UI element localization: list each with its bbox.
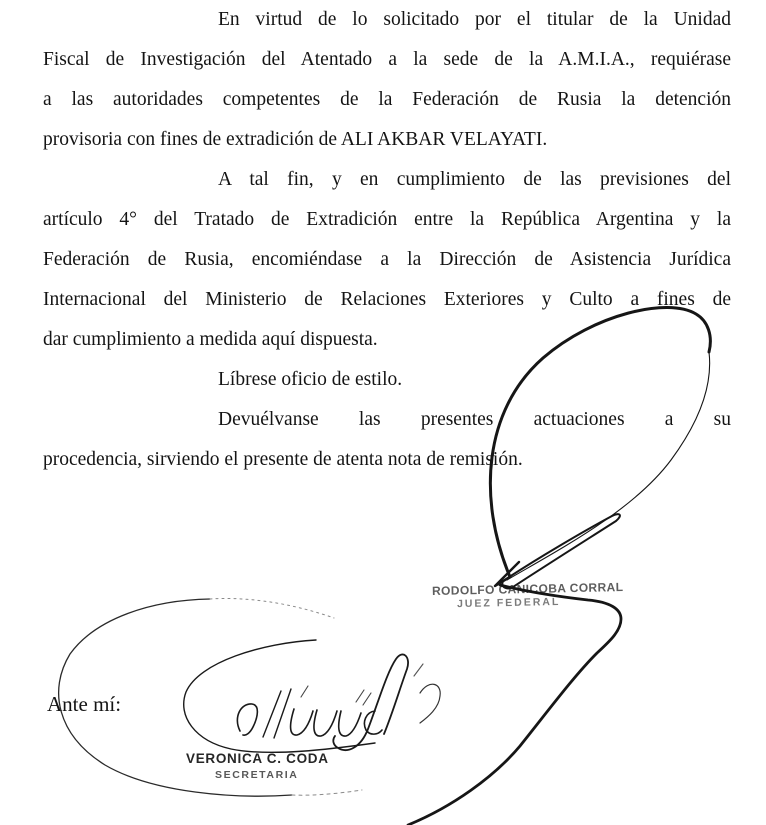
document-line: Líbrese oficio de estilo. — [218, 369, 403, 390]
document-body — [43, 0, 731, 480]
secretary-stamp-name: VERONICA C. CODA — [186, 751, 329, 766]
judge-stamp-title: JUEZ FEDERAL — [456, 595, 561, 611]
document-line: Devuélvanse las presentes actuaciones a su — [218, 409, 731, 430]
document-line: a las autoridades competentes de la Federación de Rusia la detención — [43, 89, 731, 110]
document-line: Federación de Rusia, encomiéndase a la Dirección de Asistencia Jurídica — [43, 249, 731, 270]
document-line: Internacional del Ministerio de Relaciones Exteriores y Culto a fines de — [43, 289, 731, 310]
document-line: artículo 4° del Tratado de Extradición entre la República Argentina y la — [43, 209, 731, 230]
document-line: dar cumplimiento a medida aquí dispuesta. — [43, 329, 378, 350]
document-line: En virtud de lo solicitado por el titular de la Unidad — [218, 9, 731, 30]
ante-mi-label: Ante mí: — [47, 692, 122, 716]
document-line: procedencia, sirviendo el presente de atenta nota de remisión. — [43, 449, 523, 470]
document-line: provisoria con fines de extradición de ALI AKBAR VELAYATI. — [43, 129, 548, 150]
document-line: Fiscal de Investigación del Atentado a la sede de la A.M.I.A., requiérase — [43, 49, 731, 70]
judge-stamp-name: RODOLFO CANICOBA CORRAL — [431, 579, 624, 599]
secretary-stamp-title: SECRETARIA — [215, 769, 299, 781]
document-line: A tal fin, y en cumplimiento de las previsiones del — [218, 169, 731, 190]
